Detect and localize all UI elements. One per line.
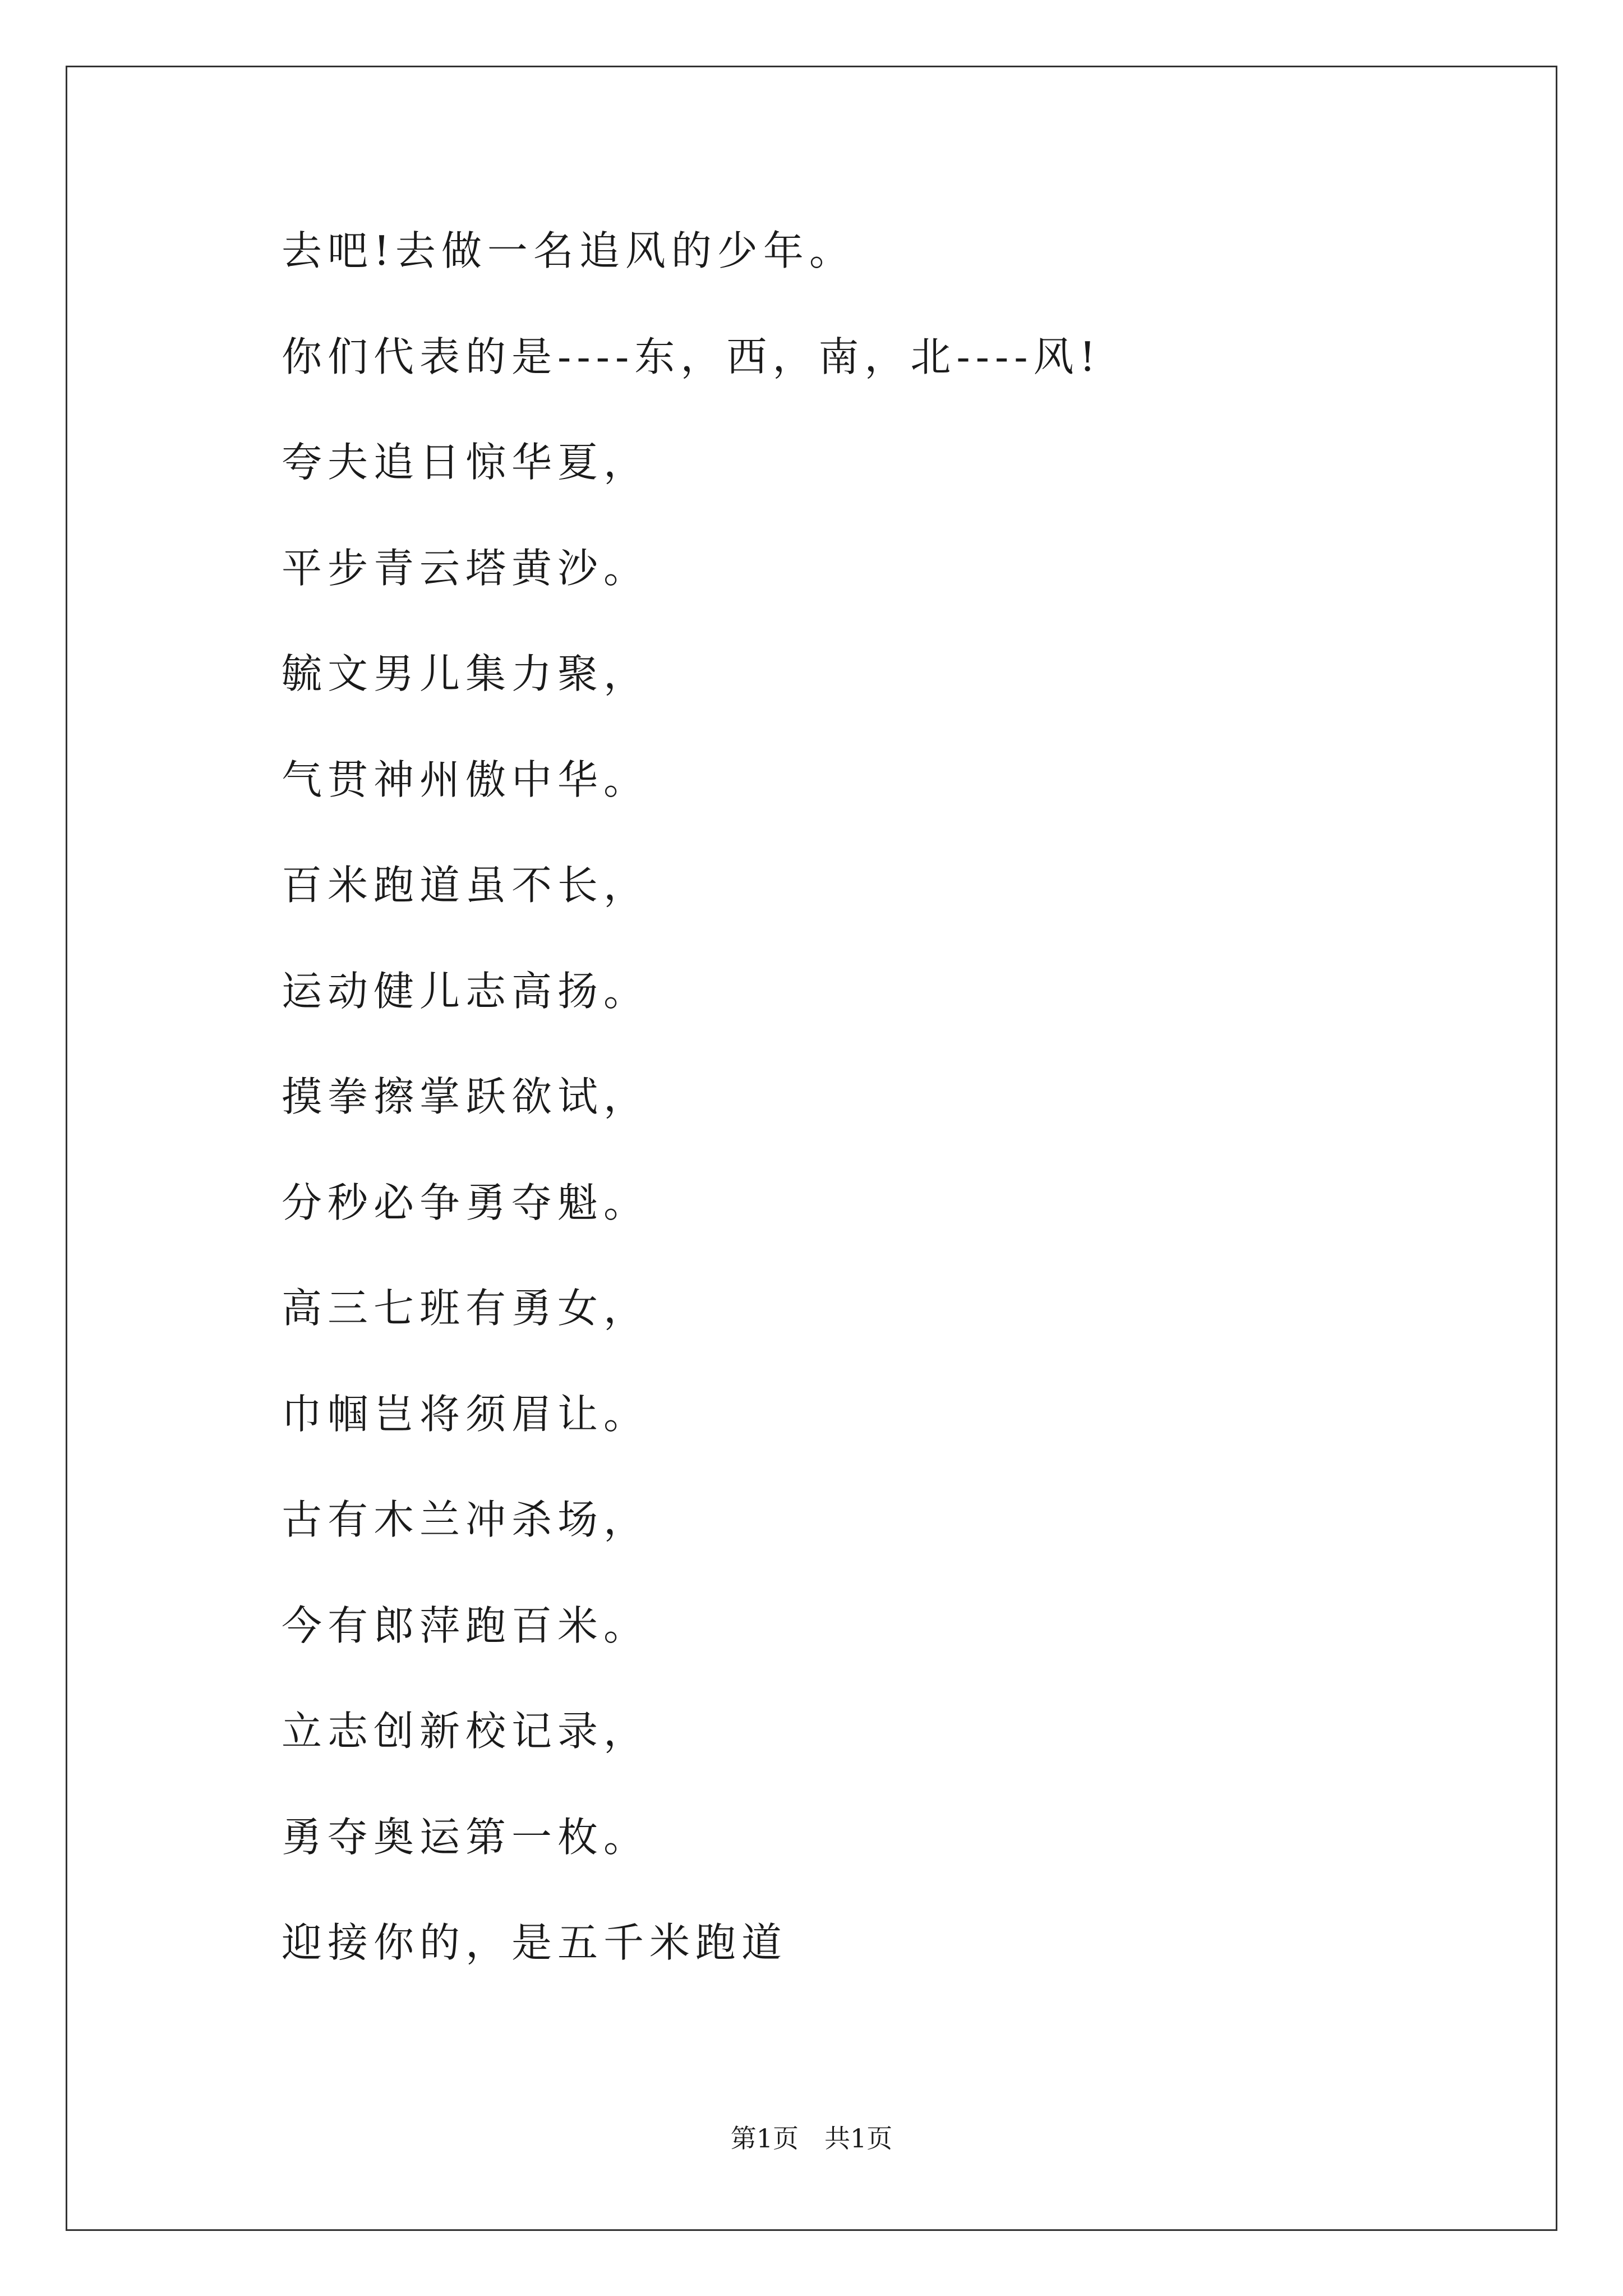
page-footer [0, 2122, 1623, 2155]
page-number-total: 共1页 [824, 2123, 893, 2154]
text-line: 夸夫追日惊华夏， [282, 439, 650, 486]
text-line: 高三七班有勇女， [282, 1285, 650, 1332]
text-line: 毓文男儿集力聚， [282, 650, 650, 697]
text-line: 去吧!去做一名追风的少年。 [282, 227, 855, 274]
text-line: 巾帼岂将须眉让。 [282, 1390, 650, 1438]
text-line: 分秒必争勇夺魁。 [282, 1179, 650, 1226]
text-line: 你们代表的是----东，西，南，北----风! [282, 333, 1101, 380]
text-line: 平步青云塔黄沙。 [282, 544, 650, 592]
text-line: 气贯神州傲中华。 [282, 756, 650, 803]
text-line: 摸拳擦掌跃欲试， [282, 1073, 650, 1120]
page-number-current: 第1页 [730, 2123, 799, 2154]
document-body [282, 220, 1459, 2018]
text-line: 百米跑道虽不长， [282, 862, 650, 909]
text-line: 迎接你的，是五千米跑道 [282, 1919, 788, 1966]
text-line: 运动健儿志高扬。 [282, 967, 650, 1015]
text-line: 勇夺奥运第一枚。 [282, 1813, 650, 1861]
text-line: 今有郎萍跑百米。 [282, 1602, 650, 1649]
text-line: 古有木兰冲杀场， [282, 1496, 650, 1543]
text-line: 立志创新校记录， [282, 1708, 650, 1755]
